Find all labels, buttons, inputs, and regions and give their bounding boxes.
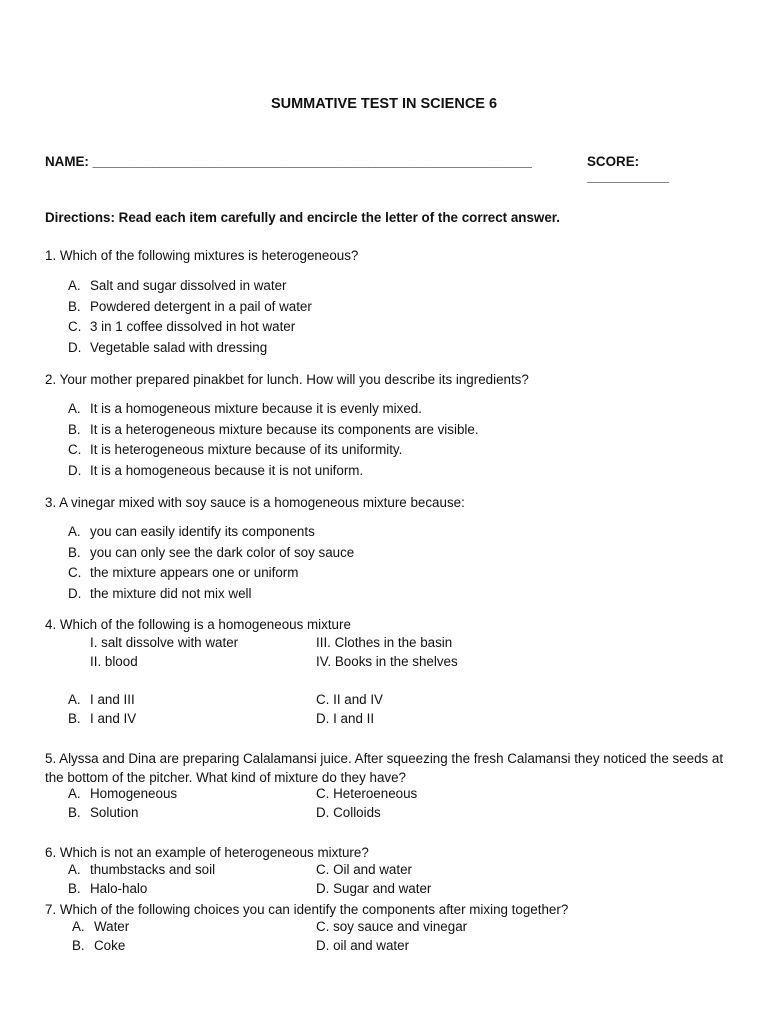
- option-letter: A.: [68, 278, 81, 293]
- option-1b: [68, 299, 312, 320]
- option-left: [68, 711, 136, 726]
- option-right: D. Sugar and water: [316, 881, 432, 896]
- option-2b: [68, 422, 479, 443]
- option-row: [72, 919, 572, 938]
- option-row: [68, 862, 568, 881]
- option-text: you can only see the dark color of soy sauce: [90, 544, 355, 560]
- option-text: It is a heterogeneous mixture because its components are visible.: [90, 421, 479, 437]
- item-left: I. salt dissolve with water: [90, 635, 239, 650]
- question-4-options: [68, 692, 568, 730]
- question-6: 6. Which is not an example of heterogeneous mixture?: [45, 845, 369, 860]
- option-left: [72, 919, 129, 934]
- question-2-options: [68, 401, 479, 483]
- option-letter: D.: [68, 339, 82, 355]
- option-row: [68, 692, 568, 711]
- option-left: [68, 805, 138, 820]
- option-3d: [68, 586, 354, 607]
- option-text: Powdered detergent in a pail of water: [90, 298, 312, 314]
- question-1-options: [68, 278, 312, 360]
- item-right: III. Clothes in the basin: [316, 635, 453, 650]
- option-letter: B.: [68, 298, 81, 314]
- option-text: Coke: [94, 938, 126, 953]
- option-right: D. I and II: [316, 711, 375, 726]
- question-4: 4. Which of the following is a homogeneous mixture: [45, 617, 351, 632]
- option-letter: B.: [68, 421, 81, 437]
- option-right: C. II and IV: [316, 692, 383, 707]
- option-left: [68, 862, 215, 877]
- item-left: II. blood: [90, 654, 138, 669]
- item-row: [90, 635, 590, 654]
- question-1: 1. Which of the following mixtures is heterogeneous?: [45, 248, 359, 263]
- option-left: [68, 692, 135, 707]
- question-3: 3. A vinegar mixed with soy sauce is a homogeneous mixture because:: [45, 495, 465, 510]
- option-text: It is a homogeneous mixture because it is evenly mixed.: [90, 401, 422, 416]
- directions: Directions: Read each item carefully and encircle the letter of the correct answer.: [45, 210, 560, 225]
- option-letter: C.: [68, 442, 82, 458]
- question-5: 5. Alyssa and Dina are preparing Calalamansi juice. After squeezing the fresh Calamansi they noticed the seeds at the bottom of the pitcher. What kind of mixture do they have?: [45, 751, 724, 785]
- score-field: SCORE: ___________: [587, 154, 669, 184]
- option-right: C. soy sauce and vinegar: [316, 919, 468, 934]
- option-text: I and III: [90, 692, 135, 707]
- option-row: [68, 881, 568, 900]
- name-field: NAME: ___________________________________________________________: [45, 154, 532, 169]
- option-text: It is heterogeneous mixture because of its uniformity.: [90, 442, 403, 458]
- item-row: [90, 654, 590, 673]
- option-text: Salt and sugar dissolved in water: [90, 278, 287, 293]
- item-right: IV. Books in the shelves: [316, 654, 458, 669]
- option-1c: [68, 319, 312, 340]
- question-6-options: [68, 862, 568, 900]
- option-2c: [68, 442, 479, 463]
- question-7: 7. Which of the following choices you can identify the components after mixing together?: [45, 902, 569, 917]
- option-row: [72, 938, 572, 957]
- option-text: Homogeneous: [90, 786, 178, 801]
- option-letter: C.: [68, 319, 82, 335]
- question-4-items: [90, 635, 590, 673]
- question-7-options: [72, 919, 572, 957]
- option-letter: B.: [68, 881, 81, 896]
- option-row: [68, 786, 568, 805]
- option-1d: [68, 340, 312, 361]
- option-letter: A.: [68, 862, 81, 877]
- option-3c: [68, 565, 354, 586]
- option-right: D. oil and water: [316, 938, 410, 953]
- option-right: C. Oil and water: [316, 862, 413, 877]
- option-letter: A.: [68, 524, 81, 539]
- question-2: 2. Your mother prepared pinakbet for lunch. How will you describe its ingredients?: [45, 372, 529, 387]
- option-text: It is a homogeneous because it is not uniform.: [90, 462, 364, 478]
- option-letter: B.: [72, 938, 85, 953]
- option-letter: B.: [68, 711, 81, 726]
- option-row: [68, 711, 568, 730]
- option-1a: [68, 278, 312, 299]
- option-letter: B.: [68, 805, 81, 820]
- option-left: [68, 786, 177, 801]
- option-letter: C.: [68, 565, 82, 581]
- option-text: 3 in 1 coffee dissolved in hot water: [90, 319, 296, 335]
- option-text: the mixture appears one or uniform: [90, 565, 299, 581]
- option-letter: D.: [68, 462, 82, 478]
- option-right: C. Heteroeneous: [316, 786, 418, 801]
- option-left: [68, 881, 147, 896]
- question-5-options: [68, 786, 568, 824]
- option-text: Halo-halo: [90, 881, 148, 896]
- option-right: D. Colloids: [316, 805, 381, 820]
- option-3a: [68, 524, 354, 545]
- option-2a: [68, 401, 479, 422]
- option-letter: A.: [72, 919, 85, 934]
- option-text: Vegetable salad with dressing: [90, 339, 268, 355]
- option-2d: [68, 463, 479, 484]
- page-title: SUMMATIVE TEST IN SCIENCE 6: [270, 96, 498, 112]
- option-text: I and IV: [90, 711, 137, 726]
- option-letter: D.: [68, 585, 82, 601]
- option-letter: A.: [68, 692, 81, 707]
- question-3-options: [68, 524, 354, 606]
- option-left: [72, 938, 125, 953]
- option-text: Water: [94, 919, 130, 934]
- option-text: the mixture did not mix well: [90, 585, 252, 601]
- option-row: [68, 805, 568, 824]
- option-text: Solution: [90, 805, 139, 820]
- option-letter: B.: [68, 544, 81, 560]
- option-letter: A.: [68, 401, 81, 416]
- option-text: thumbstacks and soil: [90, 862, 216, 877]
- option-text: you can easily identify its components: [90, 524, 315, 539]
- option-3b: [68, 545, 354, 566]
- option-letter: A.: [68, 786, 81, 801]
- student-info-line: [45, 154, 721, 184]
